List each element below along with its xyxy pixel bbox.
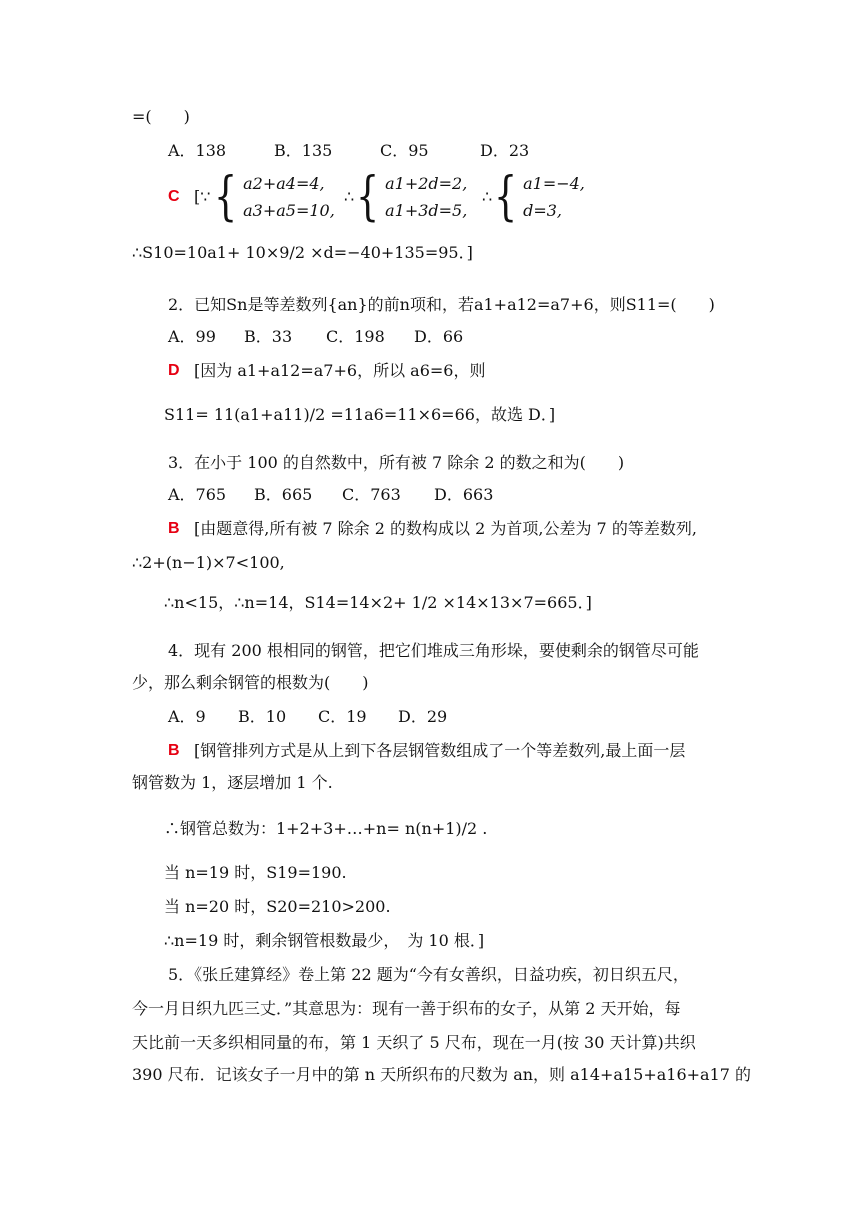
q2-stem: 2．已知Sn是等差数列{an}的前n项和，若a1+a12=a7+6，则S11=( )	[168, 295, 715, 314]
q1-option-d: D．23	[480, 141, 530, 160]
q4-explain-4: 当 n=19 时，S19=190.	[164, 863, 347, 882]
q1-option-c: C．95	[380, 141, 429, 160]
q1-system-3: { a1=−4, d=3,	[494, 167, 585, 227]
q4-stem-2: 少，那么剩余钢管的根数为( )	[132, 673, 369, 692]
q1-therefore-2: ∴	[482, 187, 493, 206]
q3-explain-2: ∴2+(n−1)×7<100,	[132, 553, 285, 572]
q4-explain-6: ∴n=19 时，剩余钢管根数最少， 为 10 根．]	[164, 931, 485, 950]
q4-stem-1: 4．现有 200 根相同的钢管，把它们堆成三角形垛，要使剩余的钢管尽可能	[168, 641, 699, 660]
q2-option-c: C．198	[326, 327, 385, 346]
q3-option-c: C．763	[342, 485, 401, 504]
q2-answer-letter: D	[168, 362, 180, 379]
q5-line-3: 天比前一天多织相同量的布，第 1 天织了 5 尺布，现在一月(按 30 天计算)共织	[132, 1033, 696, 1052]
q4-option-c: C．19	[318, 707, 367, 726]
q4-answer-letter: B	[168, 742, 180, 759]
q1-conclusion: ∴S10=10a1+ 10×9/2 ×d=−40+135=95．]	[132, 243, 473, 262]
q1-stem-tail: =( )	[132, 107, 190, 126]
q2-option-a: A．99	[168, 327, 216, 346]
q5-line-1: 5．《张丘建算经》卷上第 22 题为“今有女善织，日益功疾，初日织五尺，	[168, 965, 689, 984]
q1-system-1: { a2+a4=4, a3+a5=10,	[214, 167, 335, 227]
q1-sys2-row1: a1+2d=2,	[385, 174, 468, 193]
q1-system-2: { a1+2d=2, a1+3d=5,	[356, 167, 468, 227]
q2-option-b: B．33	[244, 327, 293, 346]
q4-explain-1: [钢管排列方式是从上到下各层钢管数组成了一个等差数列,最上面一层	[194, 741, 686, 760]
q4-option-b: B．10	[238, 707, 287, 726]
q3-option-a: A．765	[168, 485, 227, 504]
q1-sys3-row2: d=3,	[523, 201, 563, 220]
q5-line-4: 390 尺布．记该女子一月中的第 n 天所织布的尺数为 an，则 a14+a15+a16+a17 的	[132, 1065, 752, 1084]
q3-option-d: D．663	[434, 485, 494, 504]
q3-stem: 3．在小于 100 的自然数中，所有被 7 除余 2 的数之和为( )	[168, 453, 625, 472]
q3-answer-letter: B	[168, 520, 180, 537]
q1-sys2-row2: a1+3d=5,	[385, 201, 468, 220]
q5-line-2: 今一月日织九匹三丈．”其意思为：现有一善于织布的女子，从第 2 天开始，每	[132, 999, 681, 1018]
q4-option-a: A．9	[168, 707, 206, 726]
q3-explain-1: [由题意得,所有被 7 除余 2 的数构成以 2 为首项,公差为 7 的等差数列,	[194, 519, 697, 538]
q4-explain-2: 钢管数为 1，逐层增加 1 个.	[132, 773, 333, 792]
q1-answer-letter: C	[168, 188, 180, 205]
q1-sys1-row2: a3+a5=10,	[243, 201, 335, 220]
q4-option-d: D．29	[398, 707, 448, 726]
q1-option-b: B．135	[274, 141, 333, 160]
q1-because-sign: [∵	[194, 187, 211, 206]
q2-explain-1: [因为 a1+a12=a7+6，所以 a6=6，则	[194, 361, 486, 380]
q2-option-d: D．66	[414, 327, 464, 346]
q3-explain-3: ∴n<15，∴n=14，S14=14×2+ 1/2 ×14×13×7=665．]	[164, 593, 592, 612]
q2-explain-2: S11= 11(a1+a11)/2 =11a6=11×6=66，故选 D．]	[164, 405, 556, 424]
q1-sys3-row1: a1=−4,	[523, 174, 585, 193]
q1-therefore-1: ∴	[344, 187, 355, 206]
q4-explain-3: ∴钢管总数为：1+2+3+…+n= n(n+1)/2 .	[164, 819, 488, 838]
q4-explain-5: 当 n=20 时，S20=210>200.	[164, 897, 391, 916]
q1-option-a: A．138	[168, 141, 227, 160]
q3-option-b: B．665	[254, 485, 313, 504]
q1-sys1-row1: a2+a4=4,	[243, 174, 325, 193]
